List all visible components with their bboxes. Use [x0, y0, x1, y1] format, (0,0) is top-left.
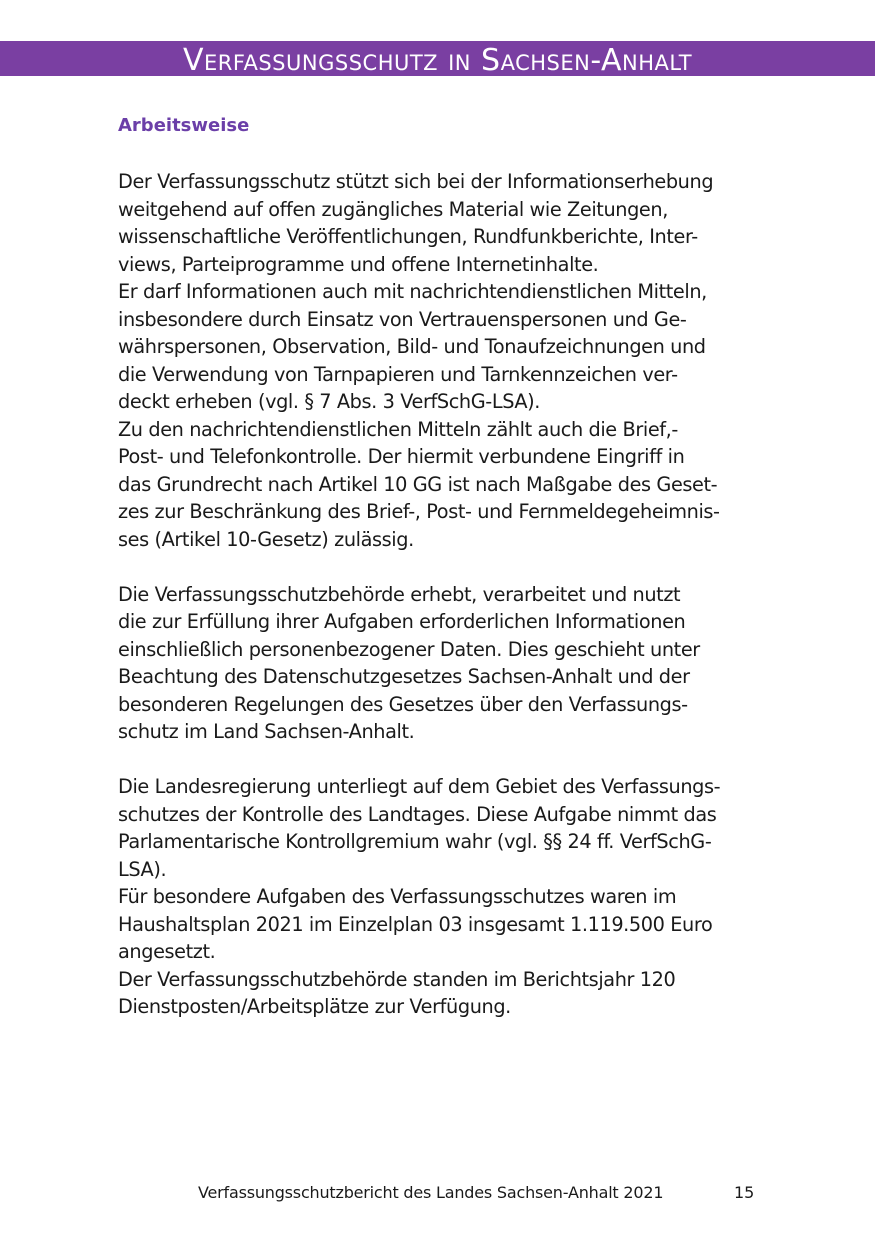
text-line: zes zur Beschränkung des Brief-, Post- und Fernmeldegeheimnis-	[118, 500, 720, 523]
section-heading: Arbeitsweise	[118, 115, 250, 136]
text-line: Die Verfassungsschutzbehörde erhebt, verarbeitet und nutzt	[118, 582, 681, 606]
text-line: LSA).	[118, 857, 167, 881]
text-line: Er darf Informationen auch mit nachrichtendienstlichen Mitteln,	[118, 280, 707, 303]
text-line: angesetzt.	[118, 940, 216, 963]
paragraph	[118, 581, 768, 746]
text-line: schutzes der Kontrolle des Landtages. Diese Aufgabe nimmt das	[118, 802, 717, 826]
text-line: wissenschaftliche Veröffentlichungen, Rundfunkberichte, Inter-	[118, 225, 698, 248]
text-line: Zu den nachrichtendienstlichen Mitteln zählt auch die Brief,-	[118, 417, 678, 441]
text-line: das Grundrecht nach Artikel 10 GG ist nach Maßgabe des Geset-	[118, 472, 718, 496]
text-line: ses (Artikel 10-Gesetz) zulässig.	[118, 527, 414, 551]
text-line: die Verwendung von Tarnpapieren und Tarnkennzeichen ver-	[118, 362, 678, 386]
text-line: deckt erheben (vgl. § 7 Abs. 3 VerfSchG-LSA).	[118, 390, 541, 413]
text-line: Beachtung des Datenschutzgesetzes Sachsen-Anhalt und der	[118, 665, 690, 688]
paragraph-container	[118, 168, 768, 1021]
text-line: Post- und Telefonkontrolle. Der hiermit verbundene Eingriff in	[118, 445, 685, 468]
main-content	[118, 112, 768, 1021]
page-number: 15	[734, 1183, 755, 1202]
page-title: Verfassungsschutz in Sachsen-Anhalt	[182, 43, 693, 76]
text-line: einschließlich personenbezogener Daten. Dies geschieht unter	[118, 637, 700, 661]
text-line: insbesondere durch Einsatz von Vertrauenspersonen und Ge-	[118, 307, 687, 331]
text-line: weitgehend auf offen zugängliches Material wie Zeitungen,	[118, 197, 668, 221]
paragraph	[118, 168, 768, 553]
text-line: Haushaltsplan 2021 im Einzelplan 03 insgesamt 1.119.500 Euro	[118, 912, 713, 936]
header-bar	[0, 41, 875, 76]
text-line: Die Landesregierung unterliegt auf dem Gebiet des Verfassungs-	[118, 775, 721, 798]
text-line: währspersonen, Observation, Bild- und Tonaufzeichnungen und	[118, 335, 706, 358]
text-line: die zur Erfüllung ihrer Aufgaben erforderlichen Informationen	[118, 610, 686, 633]
text-line: Der Verfassungsschutzbehörde standen im Berichtsjahr 120	[118, 967, 676, 991]
paragraph-gap	[118, 746, 768, 774]
text-line: Dienstposten/Arbeitsplätze zur Verfügung.	[118, 995, 511, 1018]
text-line: besonderen Regelungen des Gesetzes über den Verfassungs-	[118, 692, 688, 716]
paragraph-gap	[118, 553, 768, 581]
footer-text: Verfassungsschutzbericht des Landes Sachsen-Anhalt 2021	[198, 1183, 664, 1202]
paragraph	[118, 773, 768, 1021]
text-line: Der Verfassungsschutz stützt sich bei der Informationserhebung	[118, 170, 714, 193]
text-line: views, Parteiprogramme und offene Internetinhalte.	[118, 252, 599, 276]
text-line: schutz im Land Sachsen-Anhalt.	[118, 720, 415, 743]
text-line: Für besondere Aufgaben des Verfassungsschutzes waren im	[118, 885, 677, 908]
text-line: Parlamentarische Kontrollgremium wahr (vgl. §§ 24 ff. VerfSchG-	[118, 830, 712, 853]
